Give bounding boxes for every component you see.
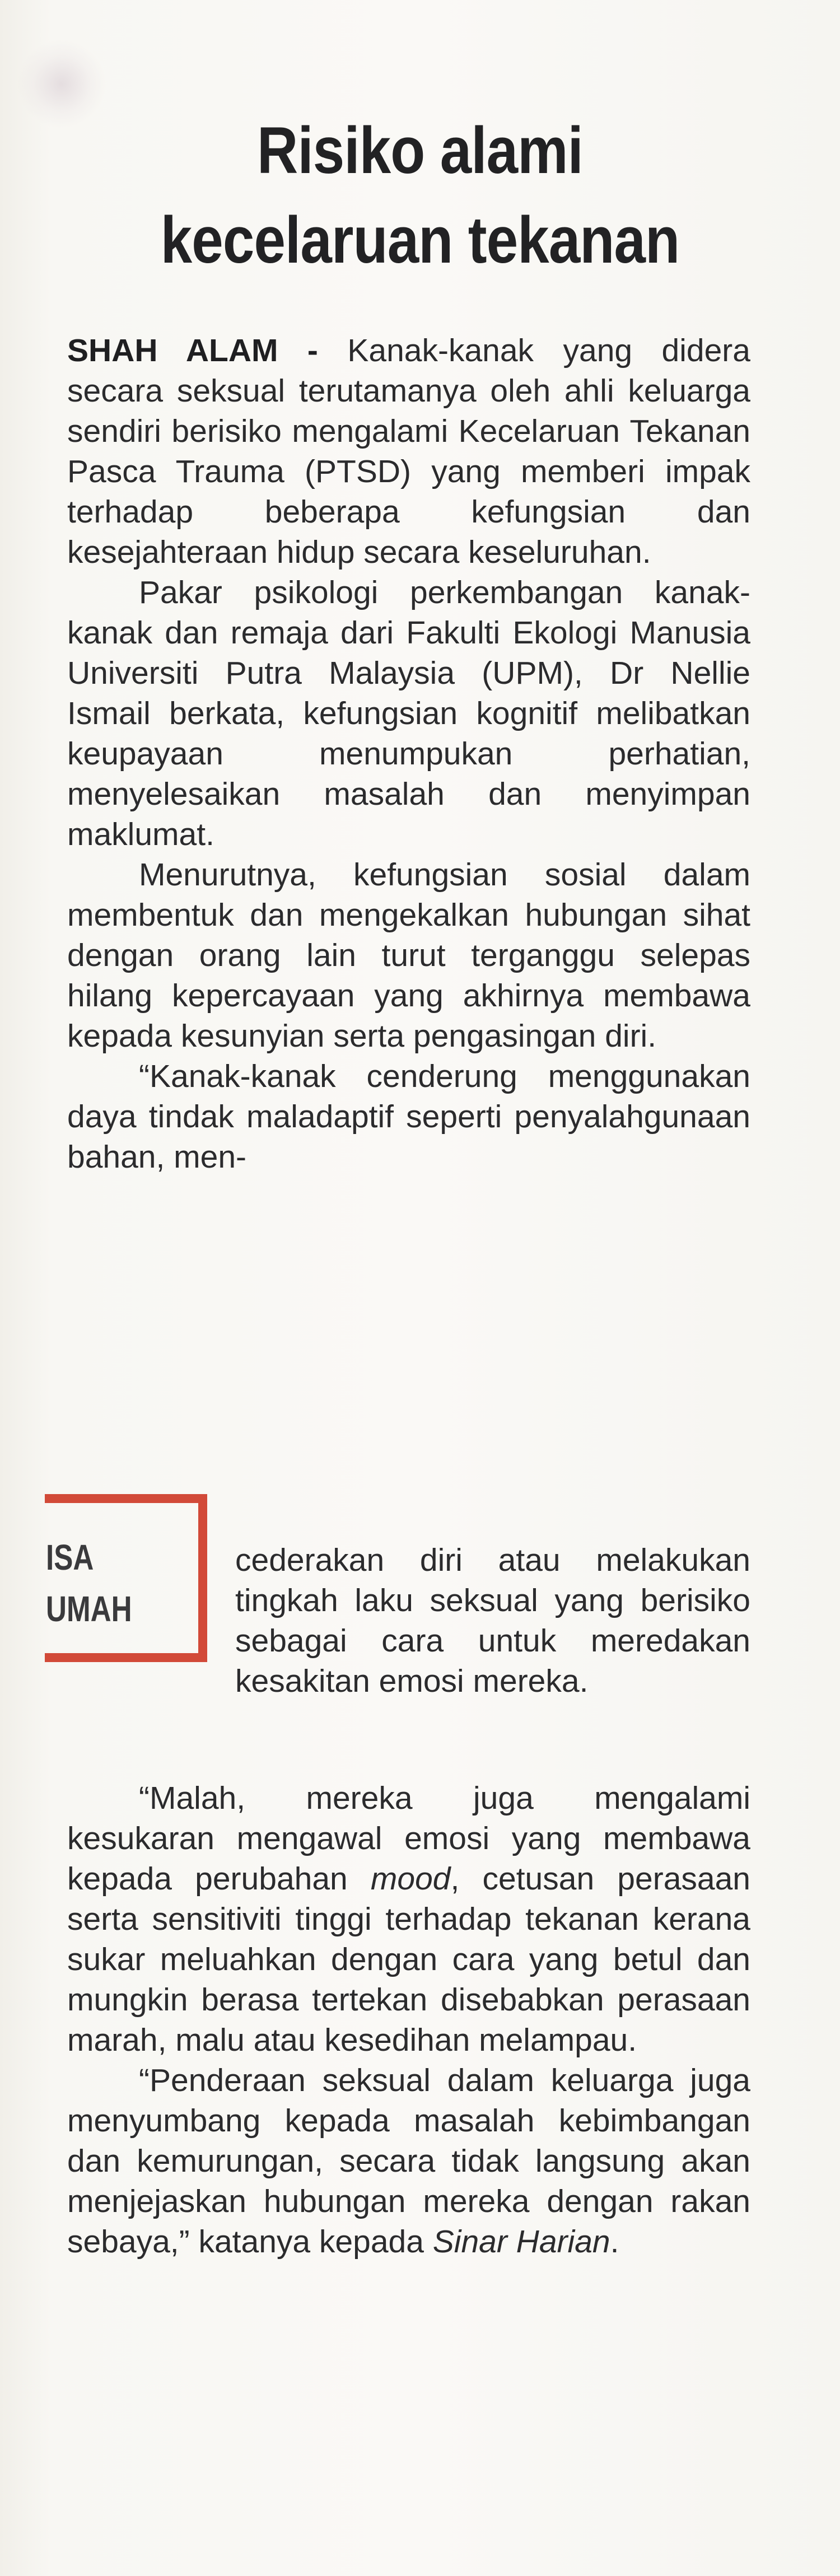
dateline: SHAH ALAM - — [67, 333, 318, 368]
headline — [107, 106, 733, 285]
paper-smudge — [17, 39, 106, 129]
paragraph-1-text: Kanak-kanak yang didera secara seksual terutamanya oleh ahli keluarga sendiri berisiko mengalami Kecelaruan Tekanan Pasca Trauma (PTSD) yang memberi impak terhadap beberapa kefungsian dan kesejahteraan hidup secara keseluruhan. — [67, 333, 750, 570]
paragraph-4-end: cederakan diri atau melakukan tingkah laku seksual yang berisiko sebagai cara untuk meredakan kesakitan emosi mereka. — [235, 1542, 750, 1699]
paragraph-6-text-b: . — [610, 2224, 619, 2260]
paragraph-5-text-b: , cetusan perasaan serta sensitiviti tinggi terhadap tekanan kerana sukar meluahkan dengan cara yang betul dan mungkin berasa tertekan disebabkan perasaan marah, malu atau kesedihan melampau. — [67, 1861, 750, 2058]
paragraph-6-text-a: “Penderaan seksual dalam keluarga juga menyumbang kepada masalah kebimbangan dan kemurungan, secara tidak langsung akan menjejaskan hubungan mereka dengan rakan sebaya,” katanya kepada — [67, 2062, 750, 2260]
related-story-label-line-1: ISA — [46, 1537, 94, 1578]
paragraph-5 — [67, 1778, 750, 2060]
related-story-label-line-2: UMAH — [46, 1589, 132, 1629]
article-body-wrap — [235, 1540, 750, 1701]
paragraph-5-text-a: “Malah, mereka juga mengalami kesukaran mengawal emosi yang membawa kepada perubahan — [67, 1780, 750, 1897]
related-story-label — [46, 1532, 162, 1635]
paragraph-6 — [67, 2060, 750, 2262]
publication-name: Sinar Harian — [432, 2224, 610, 2260]
article-body-top — [67, 330, 750, 1177]
paragraph-3: Menurutnya, kefungsian sosial dalam membentuk dan mengekalkan hubungan sihat dengan orang lain turut terganggu selepas hilang kepercayaan yang akhirnya membawa kepada kesunyian serta pengasingan diri. — [67, 857, 750, 1054]
headline-line-1: Risiko alami — [257, 114, 583, 188]
article-body-bottom — [67, 1778, 750, 2262]
paragraph-1 — [67, 330, 750, 572]
paragraph-5-italic: mood — [370, 1861, 451, 1897]
paragraph-4-start: “Kanak-kanak cenderung menggunakan daya tindak maladaptif seperti penyalahgunaan bahan, men- — [67, 1058, 750, 1175]
headline-line-2: kecelaruan tekanan — [160, 203, 680, 278]
paragraph-2: Pakar psikologi perkembangan kanak-kanak dan remaja dari Fakulti Ekologi Manusia Universiti Putra Malaysia (UPM), Dr Nellie Ismail berkata, kefungsian kognitif melibatkan keupayaan menumpukan perhatian, menyelesaikan masalah dan menyimpan maklumat. — [67, 575, 750, 852]
